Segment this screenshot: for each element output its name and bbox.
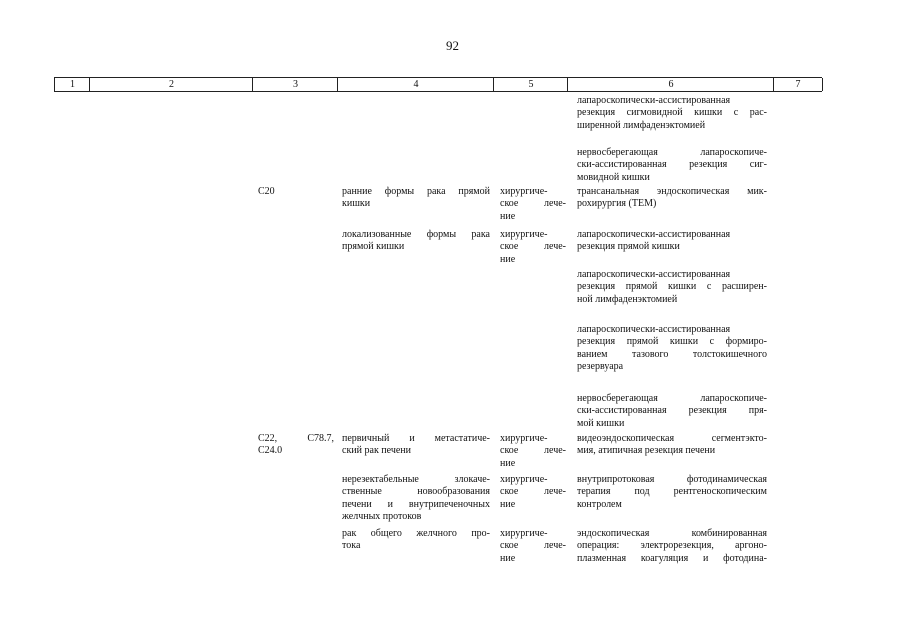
code-cell: C20 xyxy=(258,186,275,197)
text-line: локализованные формы рака xyxy=(342,229,490,240)
text-line: ское лече- xyxy=(500,486,566,498)
text-line: лапароскопически-ассистированная xyxy=(577,229,731,240)
treatment-cell xyxy=(500,186,566,223)
method-cell xyxy=(577,186,767,211)
text-line: хирургиче- xyxy=(500,474,548,485)
method-cell xyxy=(577,229,767,254)
text-line: эндоскопическая комбинированная xyxy=(577,528,767,539)
text-line: прямой кишки xyxy=(342,241,405,253)
text-line: операция: электрорезекция, аргоно- xyxy=(577,540,767,552)
text-line: резекция прямой кишки с формиро- xyxy=(577,336,767,348)
text-line: хирургиче- xyxy=(500,229,548,240)
text-line: ское лече- xyxy=(500,445,566,457)
text-line: мия, атипичная резекция печени xyxy=(577,445,716,457)
text-line: мой кишки xyxy=(577,417,625,429)
table-header-row xyxy=(54,77,822,92)
column-header-2: 2 xyxy=(89,78,253,91)
condition-cell xyxy=(342,528,490,553)
text-line: трансанальная эндоскопическая мик- xyxy=(577,186,767,197)
column-header-4: 4 xyxy=(337,78,494,91)
treatment-cell xyxy=(500,474,566,511)
text-line: лапароскопически-ассистированная xyxy=(577,324,731,335)
text-line: нерезектабельные злокаче- xyxy=(342,474,490,485)
method-cell xyxy=(577,95,767,132)
treatment-cell xyxy=(500,528,566,565)
text-line: хирургиче- xyxy=(500,186,548,197)
text-line: рак общего желчного про- xyxy=(342,528,490,539)
text-line: рохирургия (ТЕМ) xyxy=(577,198,657,210)
condition-cell xyxy=(342,229,490,254)
method-cell xyxy=(577,269,767,306)
text-line: тока xyxy=(342,540,361,552)
text-line: нервосберегающая лапароскопиче- xyxy=(577,147,767,158)
column-header-7: 7 xyxy=(773,78,823,91)
treatment-cell xyxy=(500,433,566,470)
text-line: мовидной кишки xyxy=(577,171,650,183)
text-line: ние xyxy=(500,457,516,469)
text-line: ние xyxy=(500,552,516,564)
treatment-cell xyxy=(500,229,566,266)
text-line: контролем xyxy=(577,498,622,510)
column-header-6: 6 xyxy=(567,78,774,91)
text-line: желчных протоков xyxy=(342,510,422,522)
text-line: внутрипротоковая фотодинамическая xyxy=(577,474,767,485)
text-line: лапароскопически-ассистированная xyxy=(577,95,731,106)
column-header-5: 5 xyxy=(493,78,568,91)
text-line: ранние формы рака прямой xyxy=(342,186,490,197)
column-header-1: 1 xyxy=(54,78,90,91)
code-cell xyxy=(258,433,334,458)
text-line: нервосберегающая лапароскопиче- xyxy=(577,393,767,404)
text-line: ски-ассистированная резекция пря- xyxy=(577,405,767,417)
text-line: резервуара xyxy=(577,360,624,372)
text-line: хирургиче- xyxy=(500,528,548,539)
text-line: ское лече- xyxy=(500,241,566,253)
method-cell xyxy=(577,393,767,430)
text-line: ванием тазового толстокишечного xyxy=(577,348,767,360)
text-line: ширенной лимфаденэктомией xyxy=(577,119,706,131)
text-line: резекция сигмовидной кишки с рас- xyxy=(577,107,767,119)
text-line: резекция прямой кишки с расширен- xyxy=(577,281,767,293)
text-line: плазменная коагуляция и фотодина- xyxy=(577,552,767,564)
method-cell xyxy=(577,147,767,184)
text-line: ское лече- xyxy=(500,198,566,210)
method-cell xyxy=(577,324,767,373)
method-cell xyxy=(577,474,767,511)
text-line: ственные новообразования xyxy=(342,486,490,498)
text-line: терапия под рентгеноскопическим xyxy=(577,486,767,498)
condition-cell xyxy=(342,186,490,211)
text-line: C24.0 xyxy=(258,445,283,457)
column-header-3: 3 xyxy=(252,78,338,91)
text-line: ски-ассистированная резекция сиг- xyxy=(577,159,767,171)
text-line: резекция прямой кишки xyxy=(577,241,680,253)
text-line: кишки xyxy=(342,198,371,210)
text-line: ние xyxy=(500,253,516,265)
text-line: первичный и метастатиче- xyxy=(342,433,490,444)
text-line: ние xyxy=(500,498,516,510)
text-line: видеоэндоскопическая сегментэкто- xyxy=(577,433,767,444)
text-line: C22, C78.7, xyxy=(258,433,334,444)
text-line: лапароскопически-ассистированная xyxy=(577,269,731,280)
condition-cell xyxy=(342,474,490,523)
text-line: ский рак печени xyxy=(342,445,412,457)
page-number: 92 xyxy=(446,38,459,53)
text-line: печени и внутрипеченочных xyxy=(342,498,490,510)
text-line: ское лече- xyxy=(500,540,566,552)
method-cell xyxy=(577,528,767,565)
text-line: хирургиче- xyxy=(500,433,548,444)
condition-cell xyxy=(342,433,490,458)
text-line: ние xyxy=(500,210,516,222)
text-line: ной лимфаденэктомией xyxy=(577,293,678,305)
method-cell xyxy=(577,433,767,458)
